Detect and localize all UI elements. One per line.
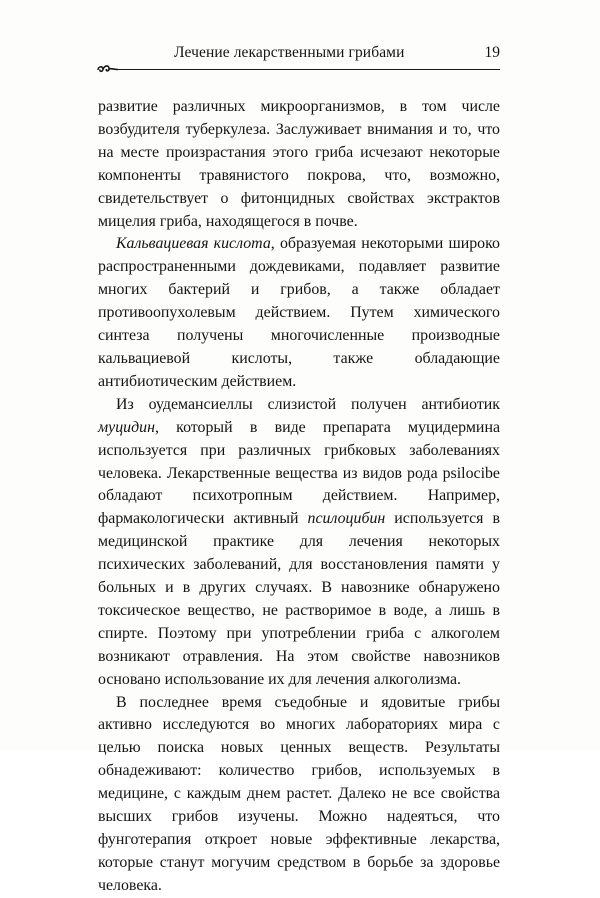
paragraph-4 [98, 692, 500, 898]
paragraph-3-text-a: Из оудемансиеллы слизистой получен антибиотик [116, 395, 500, 413]
paragraph-2-text: , образуемая некоторыми широко распространенными дождевиками, подавляет развитие многих бактерий и грибов, а также обладает противоопухолевым действием. Путем химического синтеза получены многочисленные производные кальвациевой кислоты, также обладающие антибиотическим действием. [98, 235, 500, 390]
paragraph-3 [98, 394, 500, 692]
page-number: 19 [484, 44, 500, 61]
term-mucidin: муцидин [98, 418, 155, 436]
ornament-swirl-icon [96, 63, 118, 75]
paragraph-1-text: развитие различных микроорганизмов, в том числе возбудителя туберкулеза. Заслуживает внимания и то, что на месте произрастания этого гриба исчезают некоторые компоненты травянистого покрова, что, возможно, свидетельствует о фитонцидных свойствах экстрактов мицелия гриба, находящегося в почве. [98, 98, 500, 230]
paragraph-2 [98, 233, 500, 393]
paragraph-3-text-c: используется в медицинской практике для лечения некоторых психических заболеваний, для восстановления памяти у больных и в других случаях. В навознике обнаружено токсическое вещество, не растворимое в воде, а лишь в спирте. Поэтому при употреблении гриба с алкоголем возникают отравления. На этом свойстве навозников основано использование их для лечения алкоголизма. [98, 510, 501, 688]
paragraph-4-text: В последнее время съедобные и ядовитые грибы активно исследуются во многих лабораториях мира с целью поиска новых ценных веществ. Результаты обнадеживают: количество грибов, используемых в медицине, с каждым днем растет. Далеко не все свойства высших грибов изучены. Можно надеяться, что фунготерапия откроет новые эффективные лекарства, которые станут могучим средством в борьбе за здоровье человека. [98, 693, 500, 894]
paragraph-3-text-b: , который в виде препарата муцидермина используется при различных грибковых заболеваниях человека. Лекарственные вещества из видов рода psilocibe обладают психотропным действием. Например, фармакологически активный [98, 418, 500, 528]
page-header [96, 44, 500, 70]
term-calvatic-acid: Кальвациевая кислота [116, 235, 271, 253]
paragraph-1 [98, 96, 500, 233]
term-psilocybin: псилоцибин [307, 510, 386, 528]
running-title: Лечение лекарственными грибами [174, 44, 405, 61]
body-text [98, 96, 500, 898]
header-rule [118, 69, 500, 70]
